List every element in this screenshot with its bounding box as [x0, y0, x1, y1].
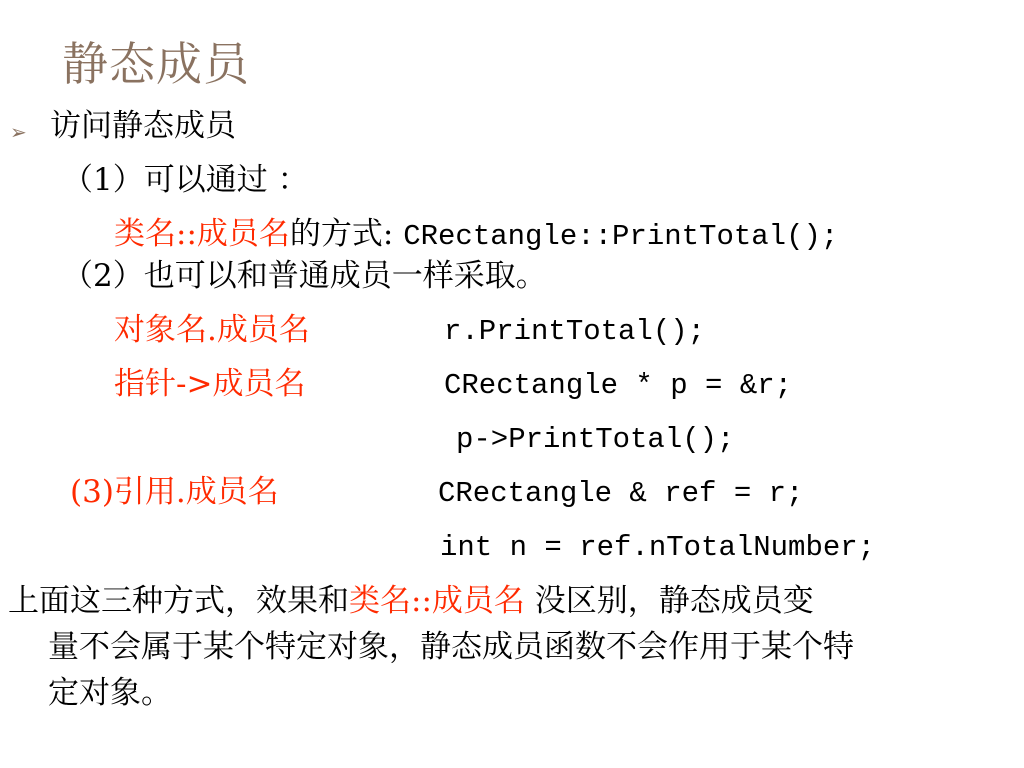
item1-line — [114, 216, 838, 255]
item3-code1: CRectangle & ref = r; — [438, 477, 804, 510]
item2-row2-red-text: 指针->成员名 — [114, 366, 306, 402]
item1-label: （1）可以通过 ： — [62, 162, 309, 198]
item1-red-text: 类名::成员名 — [114, 216, 290, 252]
summary-line3: 定对象。 — [48, 675, 172, 711]
item1-rest-text: 的方式: — [289, 216, 404, 252]
bullet-heading: 访问静态成员 — [50, 108, 236, 144]
item2-row2-code: CRectangle * p = &r; — [444, 369, 793, 402]
summary-part2: 没区别，静态成员变 — [524, 583, 814, 619]
summary-red-text: 类名::成员名 — [349, 583, 525, 619]
item3-red-text: (3)引用.成员名 — [70, 474, 279, 510]
item2-label: （2）也可以和普通成员一样采取。 — [62, 258, 547, 294]
summary-line2: 量不会属于某个特定对象，静态成员函数不会作用于某个特 — [48, 629, 854, 665]
arrow-bullet-icon: ➢ — [10, 120, 27, 144]
item2-row3-code: p->PrintTotal(); — [456, 423, 735, 456]
summary-paragraph — [8, 578, 1016, 716]
item2-row1-code: r.PrintTotal(); — [444, 315, 706, 348]
item3-code2: int n = ref.nTotalNumber; — [440, 531, 876, 564]
slide-title: 静态成员 — [62, 37, 250, 91]
item1-code: CRectangle::PrintTotal(); — [403, 220, 839, 253]
item2-row1-red-text: 对象名.成员名 — [114, 312, 310, 348]
summary-part1: 上面这三种方式，效果和 — [8, 583, 349, 619]
